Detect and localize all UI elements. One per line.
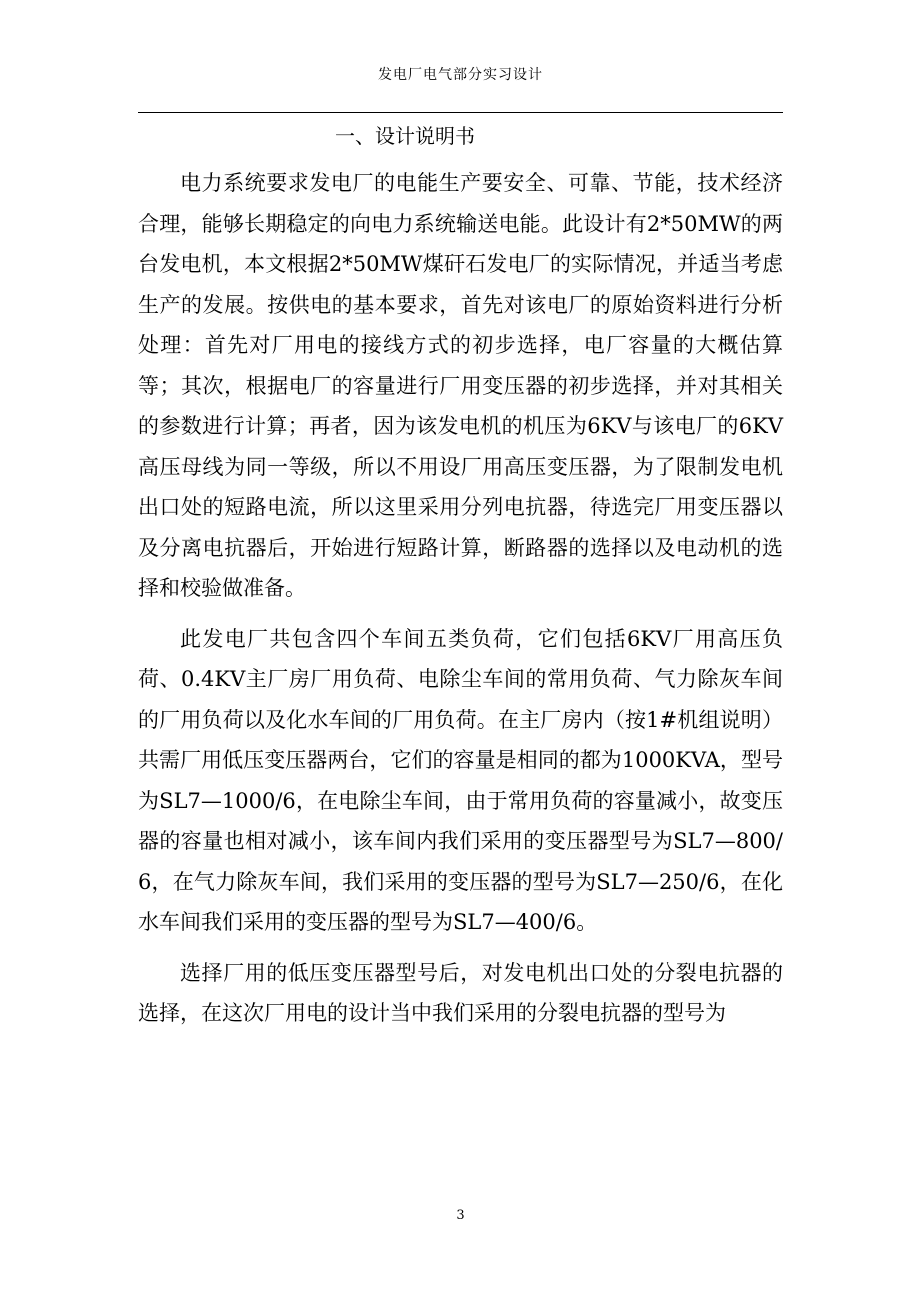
page-number: 3	[456, 1208, 465, 1223]
paragraph-3: 选择厂用的低压变压器型号后，对发电机出口处的分裂电抗器的选择，在这次厂用电的设计当中我们采用的分裂电抗器的型号为	[138, 960, 783, 1025]
section-heading: 一、设计说明书	[335, 124, 475, 148]
paragraph-2: 此发电厂共包含四个车间五类负荷，它们包括6KV厂用高压负荷、0.4KV主厂房厂用负荷、电除尘车间的常用负荷、气力除灰车间的厂用负荷以及化水车间的厂用负荷。在主厂房内（按1#机组说明）共需厂用低压变压器两台，它们的容量是相同的都为1000KVA，型号为SL7—1000/6，在电除尘车间，由于常用负荷的容量减小，故变压器的容量也相对减小，该车间内我们采用的变压器型号为SL7—800/6，在气力除灰车间，我们采用的变压器的型号为SL7—250/6，在化水车间我们采用的变压器的型号为SL7—400/6。	[138, 626, 783, 934]
header-divider	[138, 112, 783, 113]
paragraph-1: 电力系统要求发电厂的电能生产要安全、可靠、节能，技术经济合理，能够长期稳定的向电力系统输送电能。此设计有2*50MW的两台发电机，本文根据2*50MW煤矸石发电厂的实际情况，并适当考虑生产的发展。按供电的基本要求，首先对该电厂的原始资料进行分析处理：首先对厂用电的接线方式的初步选择，电厂容量的大概估算等；其次，根据电厂的容量进行厂用变压器的初步选择，并对其相关的参数进行计算；再者，因为该发电机的机压为6KV与该电厂的6KV 高压母线为同一等级，所以不用设厂用高压变压器，为了限制发电机出口处的短路电流，所以这里采用分列电抗器，待选完厂用变压器以及分离电抗器后，开始进行短路计算，断路器的选择以及电动机的选择和校验做准备。	[138, 171, 783, 600]
body-text	[138, 163, 783, 1034]
running-header: 发电厂电气部分实习设计	[378, 67, 543, 83]
